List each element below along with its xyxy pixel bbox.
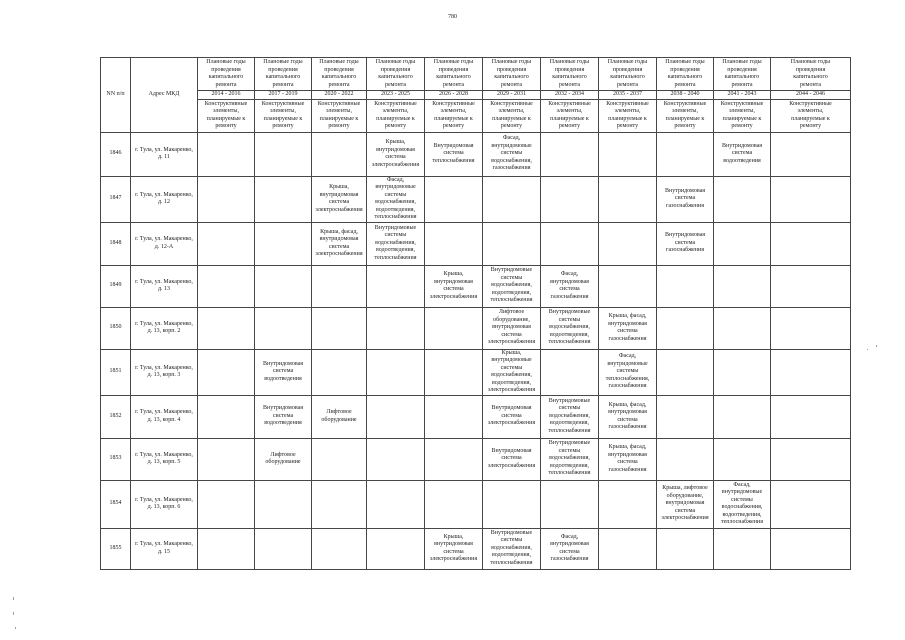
scan-speck <box>13 597 14 600</box>
repair-works-cell <box>657 395 714 438</box>
period-years-cell: 2029 - 2031 <box>483 91 541 100</box>
address-cell: г. Тула, ул. Макаренко, д. 13, корп. 4 <box>131 395 198 438</box>
repair-works-cell: Крыша, фасад, внутридомовая система газоснабжения <box>599 395 657 438</box>
repair-works-cell <box>714 438 771 480</box>
period-title-cell: Плановые годы проведения капитального ремонта <box>541 58 599 91</box>
repair-works-cell: Фасад, внутридомовые системы теплоснабжения, газоснабжения <box>599 349 657 395</box>
table-row <box>101 222 851 265</box>
address-cell: г. Тула, ул. Макаренко, д. 13 <box>131 265 198 307</box>
period-years-cell: 2038 - 2040 <box>657 91 714 100</box>
repair-works-cell <box>714 176 771 222</box>
address-cell: г. Тула, ул. Макаренко, д. 13, корп. 6 <box>131 480 198 528</box>
repair-works-cell <box>198 132 255 176</box>
repair-works-cell <box>541 176 599 222</box>
address-cell: г. Тула, ул. Макаренко, д. 13, корп. 5 <box>131 438 198 480</box>
table-row <box>101 480 851 528</box>
repair-works-cell: Крыша, лифтовое оборудование, внутридомовая система электроснабжения <box>657 480 714 528</box>
period-title-cell: Плановые годы проведения капитального ремонта <box>483 58 541 91</box>
repair-works-cell <box>367 480 425 528</box>
scan-speck <box>15 627 16 629</box>
repair-works-cell <box>198 395 255 438</box>
table-row <box>101 265 851 307</box>
repair-works-cell: Внутридомовая система водоотведения <box>255 349 312 395</box>
repair-works-cell: Фасад, внутридомовые системы водоснабжения, водоотведения, теплоснабжения <box>714 480 771 528</box>
elements-header-cell: Конструктивные элементы, планируемые к ремонту <box>599 99 657 132</box>
repair-works-cell <box>312 438 367 480</box>
repair-works-cell: Внутридомовые системы водоснабжения, водоотведения, теплоснабжения <box>483 528 541 569</box>
address-cell: г. Тула, ул. Макаренко, д. 13, корп. 3 <box>131 349 198 395</box>
repair-works-cell <box>771 307 851 349</box>
repair-works-cell <box>312 132 367 176</box>
repair-works-cell <box>367 528 425 569</box>
repair-works-cell <box>541 349 599 395</box>
scan-speck <box>867 349 868 350</box>
period-years-cell: 2044 - 2046 <box>771 91 851 100</box>
page-number: 780 <box>448 14 457 20</box>
period-title-cell: Плановые годы проведения капитального ремонта <box>312 58 367 91</box>
row-number-cell: 1852 <box>101 395 131 438</box>
repair-works-cell: Внутридомовая система водоотведения <box>255 395 312 438</box>
repair-works-cell <box>255 176 312 222</box>
repair-works-cell <box>198 222 255 265</box>
period-title-cell: Плановые годы проведения капитального ремонта <box>714 58 771 91</box>
repair-works-cell: Крыша, внутридомовые системы водоснабжения, водоотведения, электроснабжения <box>483 349 541 395</box>
address-cell: г. Тула, ул. Макаренко, д. 11 <box>131 132 198 176</box>
repair-works-cell <box>198 176 255 222</box>
repair-works-cell <box>367 395 425 438</box>
repair-works-cell <box>255 222 312 265</box>
header-row-elements <box>101 99 851 132</box>
period-years-cell: 2035 - 2037 <box>599 91 657 100</box>
elements-header-cell: Конструктивные элементы, планируемые к ремонту <box>483 99 541 132</box>
repair-works-cell <box>771 528 851 569</box>
repair-works-cell: Крыша, фасад, внутридомовая система газоснабжения <box>599 438 657 480</box>
repair-works-cell: Внутридомовая система электроснабжения <box>483 395 541 438</box>
repair-works-cell: Фасад, внутридомовая система газоснабжения <box>541 265 599 307</box>
repair-works-cell <box>367 307 425 349</box>
repair-works-cell <box>599 528 657 569</box>
repair-works-cell: Крыша, фасад, внутридомовая система электроснабжения <box>312 222 367 265</box>
repair-works-cell: Фасад, внутридомовые системы водоснабжения, газоснабжения <box>483 132 541 176</box>
table-header <box>101 58 851 133</box>
repair-works-cell <box>714 222 771 265</box>
repair-works-cell <box>657 528 714 569</box>
repair-works-cell <box>714 528 771 569</box>
header-row-period-titles <box>101 58 851 91</box>
repair-works-cell <box>255 265 312 307</box>
elements-header-cell: Конструктивные элементы, планируемые к ремонту <box>312 99 367 132</box>
address-cell: г. Тула, ул. Макаренко, д. 12-А <box>131 222 198 265</box>
repair-works-cell <box>599 132 657 176</box>
row-number-cell: 1855 <box>101 528 131 569</box>
repair-works-cell <box>483 480 541 528</box>
scan-speck <box>13 612 14 615</box>
repair-works-cell <box>599 480 657 528</box>
repair-works-cell <box>657 132 714 176</box>
repair-works-cell <box>771 265 851 307</box>
repair-works-cell <box>541 132 599 176</box>
header-address: Адрес МКД <box>131 58 198 133</box>
repair-works-cell <box>312 528 367 569</box>
row-number-cell: 1854 <box>101 480 131 528</box>
repair-works-cell <box>714 395 771 438</box>
repair-works-cell <box>367 349 425 395</box>
period-years-cell: 2017 - 2019 <box>255 91 312 100</box>
elements-header-cell: Конструктивные элементы, планируемые к ремонту <box>198 99 255 132</box>
repair-works-cell: Внутридомовые системы водоснабжения, водоотведения, теплоснабжения <box>483 265 541 307</box>
repair-works-cell <box>312 480 367 528</box>
repair-works-cell <box>255 307 312 349</box>
period-title-cell: Плановые годы проведения капитального ремонта <box>255 58 312 91</box>
repair-works-cell: Крыша, внутридомовая система электроснабжения <box>425 528 483 569</box>
period-years-cell: 2041 - 2043 <box>714 91 771 100</box>
period-title-cell: Плановые годы проведения капитального ремонта <box>771 58 851 91</box>
repair-works-cell: Крыша, внутридомовая система электроснабжения <box>367 132 425 176</box>
repair-works-cell: Внутридомовые системы водоснабжения, водоотведения, теплоснабжения <box>541 395 599 438</box>
repair-works-cell <box>425 349 483 395</box>
address-cell: г. Тула, ул. Макаренко, д. 12 <box>131 176 198 222</box>
period-years-cell: 2026 - 2028 <box>425 91 483 100</box>
period-years-cell: 2014 - 2016 <box>198 91 255 100</box>
repair-works-cell <box>483 176 541 222</box>
elements-header-cell: Конструктивные элементы, планируемые к ремонту <box>367 99 425 132</box>
elements-header-cell: Конструктивные элементы, планируемые к ремонту <box>771 99 851 132</box>
repair-works-cell <box>599 265 657 307</box>
repair-works-cell <box>425 222 483 265</box>
repair-works-cell <box>541 480 599 528</box>
row-number-cell: 1851 <box>101 349 131 395</box>
repair-works-cell <box>312 349 367 395</box>
repair-works-cell <box>714 265 771 307</box>
repair-works-cell <box>657 265 714 307</box>
repair-works-cell <box>198 265 255 307</box>
repair-works-cell: Внутридомовая система водоотведения <box>714 132 771 176</box>
table-row <box>101 132 851 176</box>
repair-works-cell <box>425 176 483 222</box>
repair-works-cell: Внутридомовые системы водоснабжения, водоотведения, теплоснабжения <box>541 438 599 480</box>
repair-works-cell: Крыша, фасад, внутридомовая система газоснабжения <box>599 307 657 349</box>
repair-works-cell: Крыша, внутридомовая система электроснабжения <box>312 176 367 222</box>
repair-works-cell <box>425 438 483 480</box>
row-number-cell: 1848 <box>101 222 131 265</box>
repair-works-cell <box>771 480 851 528</box>
repair-works-cell <box>198 307 255 349</box>
repair-works-cell: Внутридомовая система теплоснабжения <box>425 132 483 176</box>
repair-works-cell: Фасад, внутридомовая система газоснабжения <box>541 528 599 569</box>
elements-header-cell: Конструктивные элементы, планируемые к ремонту <box>714 99 771 132</box>
repair-works-cell <box>657 438 714 480</box>
period-title-cell: Плановые годы проведения капитального ремонта <box>657 58 714 91</box>
repair-works-cell <box>198 528 255 569</box>
table-row <box>101 307 851 349</box>
repair-works-cell: Внутридомовая система электроснабжения <box>483 438 541 480</box>
table-body <box>101 132 851 569</box>
repair-works-cell <box>198 438 255 480</box>
repair-works-cell <box>312 265 367 307</box>
header-row-years <box>101 91 851 100</box>
row-number-cell: 1846 <box>101 132 131 176</box>
repair-works-cell <box>255 480 312 528</box>
address-cell: г. Тула, ул. Макаренко, д. 13, корп. 2 <box>131 307 198 349</box>
table-row <box>101 438 851 480</box>
repair-works-cell <box>771 222 851 265</box>
repair-works-cell: Внутридомовые системы водоснабжения, водоотведения, теплоснабжения <box>541 307 599 349</box>
repair-works-cell <box>312 307 367 349</box>
period-years-cell: 2020 - 2022 <box>312 91 367 100</box>
elements-header-cell: Конструктивные элементы, планируемые к ремонту <box>255 99 312 132</box>
repair-works-cell <box>425 307 483 349</box>
elements-header-cell: Конструктивные элементы, планируемые к ремонту <box>541 99 599 132</box>
repair-works-cell <box>657 307 714 349</box>
capital-repair-schedule-table <box>100 57 851 570</box>
period-title-cell: Плановые годы проведения капитального ремонта <box>198 58 255 91</box>
repair-works-cell: Внутридомовые системы водоснабжения, водоотведения, теплоснабжения <box>367 222 425 265</box>
row-number-cell: 1849 <box>101 265 131 307</box>
period-title-cell: Плановые годы проведения капитального ремонта <box>599 58 657 91</box>
repair-works-cell: Фасад, внутридомовые системы водоснабжения, водоотведения, теплоснабжения <box>367 176 425 222</box>
repair-works-cell <box>714 307 771 349</box>
repair-works-cell <box>771 132 851 176</box>
period-title-cell: Плановые годы проведения капитального ремонта <box>425 58 483 91</box>
repair-works-cell <box>771 438 851 480</box>
elements-header-cell: Конструктивные элементы, планируемые к ремонту <box>657 99 714 132</box>
repair-works-cell: Внутридомовая система газоснабжения <box>657 222 714 265</box>
repair-works-cell <box>483 222 541 265</box>
elements-header-cell: Конструктивные элементы, планируемые к ремонту <box>425 99 483 132</box>
repair-works-cell <box>255 528 312 569</box>
row-number-cell: 1847 <box>101 176 131 222</box>
repair-works-cell: Лифтовое оборудование <box>312 395 367 438</box>
repair-works-cell <box>425 395 483 438</box>
repair-works-cell <box>198 480 255 528</box>
period-title-cell: Плановые годы проведения капитального ремонта <box>367 58 425 91</box>
repair-works-cell <box>255 132 312 176</box>
repair-works-cell <box>771 349 851 395</box>
address-cell: г. Тула, ул. Макаренко, д. 15 <box>131 528 198 569</box>
period-years-cell: 2023 - 2025 <box>367 91 425 100</box>
repair-works-cell <box>657 349 714 395</box>
table-row <box>101 528 851 569</box>
repair-works-cell <box>771 176 851 222</box>
repair-works-cell <box>367 438 425 480</box>
repair-works-cell <box>367 265 425 307</box>
repair-works-cell <box>714 349 771 395</box>
repair-works-cell: Крыша, внутридомовая система электроснабжения <box>425 265 483 307</box>
repair-works-cell: Внутридомовая система газоснабжения <box>657 176 714 222</box>
header-row-number: NN п/п <box>101 58 131 133</box>
period-years-cell: 2032 - 2034 <box>541 91 599 100</box>
repair-works-cell <box>425 480 483 528</box>
repair-works-cell <box>198 349 255 395</box>
repair-works-cell: Лифтовое оборудование <box>255 438 312 480</box>
table-row <box>101 176 851 222</box>
repair-works-cell <box>771 395 851 438</box>
table-row <box>101 395 851 438</box>
table-row <box>101 349 851 395</box>
scan-speck <box>876 345 877 347</box>
repair-works-cell: Лифтовое оборудование, внутридомовая система электроснабжения <box>483 307 541 349</box>
row-number-cell: 1853 <box>101 438 131 480</box>
row-number-cell: 1850 <box>101 307 131 349</box>
repair-works-cell <box>599 176 657 222</box>
repair-works-cell <box>541 222 599 265</box>
repair-works-cell <box>599 222 657 265</box>
